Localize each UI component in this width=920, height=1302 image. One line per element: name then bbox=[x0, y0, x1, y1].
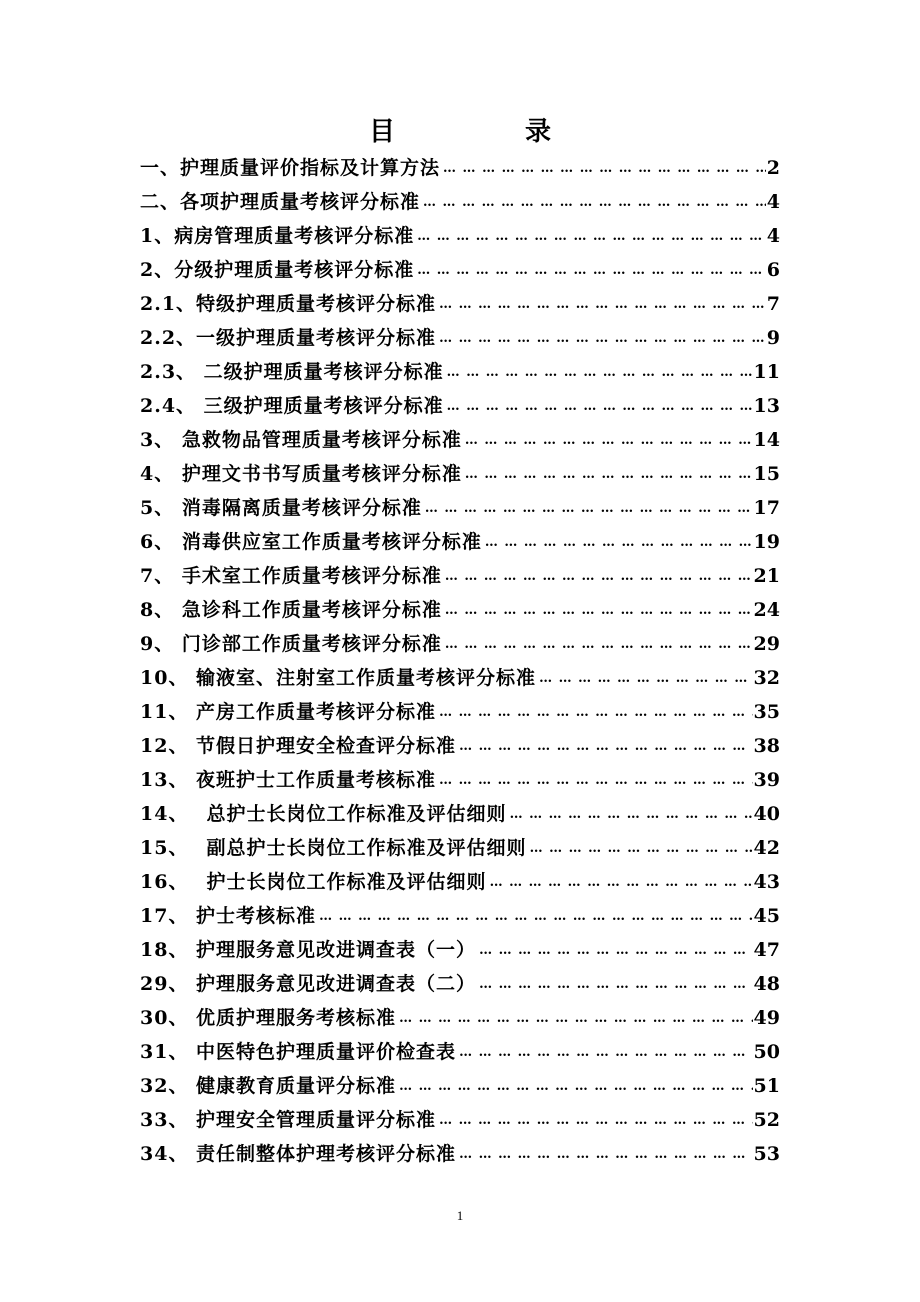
toc-entry-text: 33、 护理安全管理质量评分标准 bbox=[140, 1109, 437, 1131]
page-number: 1 bbox=[456, 1208, 464, 1223]
toc-dot-leader bbox=[445, 594, 753, 627]
toc-dot-leader bbox=[423, 186, 766, 219]
toc-entry-text: 2.1、特级护理质量考核评分标准 bbox=[140, 293, 437, 315]
toc-entry-text: 16、 护士长岗位工作标准及评估细则 bbox=[140, 871, 487, 893]
toc-entry-page-number: 52 bbox=[753, 1109, 780, 1131]
toc-entry-text: 29、 护理服务意见改进调查表（二） bbox=[140, 973, 477, 995]
toc-entry[interactable] bbox=[140, 525, 780, 559]
toc-dot-leader bbox=[539, 662, 752, 695]
toc-entry[interactable] bbox=[140, 797, 780, 831]
toc-entry[interactable] bbox=[140, 321, 780, 355]
toc-entry-text: 8、 急诊科工作质量考核评分标准 bbox=[140, 599, 442, 621]
toc-entry-page-number: 51 bbox=[753, 1075, 780, 1097]
toc-entry-page-number: 15 bbox=[753, 463, 780, 485]
toc-title: 目 录 bbox=[368, 117, 603, 147]
toc-dot-leader bbox=[445, 628, 753, 661]
toc-entry[interactable] bbox=[140, 1001, 780, 1035]
toc-entry-page-number: 35 bbox=[753, 701, 780, 723]
toc-entry-text: 3、 急救物品管理质量考核评分标准 bbox=[140, 429, 462, 451]
toc-entry-page-number: 14 bbox=[753, 429, 780, 451]
toc-dot-leader bbox=[439, 1104, 752, 1137]
toc-entry[interactable] bbox=[140, 287, 780, 321]
toc-entry[interactable] bbox=[140, 423, 780, 457]
toc-dot-leader bbox=[417, 254, 766, 287]
toc-entry-page-number: 32 bbox=[753, 667, 780, 689]
toc-entry[interactable] bbox=[140, 661, 780, 695]
toc-entry-page-number: 9 bbox=[766, 327, 780, 349]
toc-dot-leader bbox=[447, 390, 753, 423]
toc-entry-page-number: 24 bbox=[753, 599, 780, 621]
toc-entry[interactable] bbox=[140, 389, 780, 423]
toc-dot-leader bbox=[399, 1070, 752, 1103]
toc-entry[interactable] bbox=[140, 559, 780, 593]
toc-dot-leader bbox=[479, 934, 752, 967]
toc-entry-page-number: 39 bbox=[753, 769, 780, 791]
toc-entry-page-number: 11 bbox=[753, 361, 780, 383]
toc-dot-leader bbox=[479, 968, 752, 1001]
toc-entry-page-number: 13 bbox=[753, 395, 780, 417]
toc-dot-leader bbox=[319, 900, 752, 933]
toc-dot-leader bbox=[465, 458, 753, 491]
toc-entry-page-number: 6 bbox=[766, 259, 780, 281]
toc-dot-leader bbox=[490, 866, 753, 899]
toc-entry-text: 34、 责任制整体护理考核评分标准 bbox=[140, 1143, 457, 1165]
toc-entry-text: 14、 总护士长岗位工作标准及评估细则 bbox=[140, 803, 507, 825]
toc-entry[interactable] bbox=[140, 593, 780, 627]
toc-dot-leader bbox=[459, 730, 752, 763]
toc-entry[interactable] bbox=[140, 933, 780, 967]
toc-entry-text: 一、护理质量评价指标及计算方法 bbox=[140, 157, 441, 179]
toc-entry-text: 17、 护士考核标准 bbox=[140, 905, 317, 927]
toc-entry-text: 31、 中医特色护理质量评价检查表 bbox=[140, 1041, 457, 1063]
toc-entry-page-number: 50 bbox=[753, 1041, 780, 1063]
toc-entry-text: 5、 消毒隔离质量考核评分标准 bbox=[140, 497, 422, 519]
toc-entry-text: 30、 优质护理服务考核标准 bbox=[140, 1007, 397, 1029]
toc-entry[interactable] bbox=[140, 763, 780, 797]
toc-dot-leader bbox=[510, 798, 753, 831]
toc-entry[interactable] bbox=[140, 185, 780, 219]
toc-entry-text: 1、病房管理质量考核评分标准 bbox=[140, 225, 415, 247]
toc-entry-page-number: 7 bbox=[766, 293, 780, 315]
toc-entry-page-number: 45 bbox=[753, 905, 780, 927]
toc-entry[interactable] bbox=[140, 831, 780, 865]
toc-entry-page-number: 53 bbox=[753, 1143, 780, 1165]
toc-entry-text: 2、分级护理质量考核评分标准 bbox=[140, 259, 415, 281]
toc-dot-leader bbox=[417, 220, 766, 253]
toc-entry-page-number: 2 bbox=[766, 157, 780, 179]
toc-entry-text: 11、 产房工作质量考核评分标准 bbox=[140, 701, 437, 723]
toc-entry[interactable] bbox=[140, 355, 780, 389]
toc-entry-text: 32、 健康教育质量评分标准 bbox=[140, 1075, 397, 1097]
toc-entry[interactable] bbox=[140, 1069, 780, 1103]
toc-entry-page-number: 47 bbox=[753, 939, 780, 961]
toc-entry-text: 13、 夜班护士工作质量考核标准 bbox=[140, 769, 437, 791]
toc-entry[interactable] bbox=[140, 865, 780, 899]
toc-entry-text: 12、 节假日护理安全检查评分标准 bbox=[140, 735, 457, 757]
toc-dot-leader bbox=[447, 356, 753, 389]
toc-entry[interactable] bbox=[140, 151, 780, 185]
toc-dot-leader bbox=[439, 288, 766, 321]
toc-entry-page-number: 42 bbox=[753, 837, 780, 859]
toc-entry-page-number: 40 bbox=[753, 803, 780, 825]
toc-entry-page-number: 19 bbox=[753, 531, 780, 553]
toc-entry-text: 4、 护理文书书写质量考核评分标准 bbox=[140, 463, 462, 485]
toc-entry-text: 7、 手术室工作质量考核评分标准 bbox=[140, 565, 442, 587]
toc-entry-page-number: 48 bbox=[753, 973, 780, 995]
toc-dot-leader bbox=[439, 322, 766, 355]
toc-dot-leader bbox=[399, 1002, 752, 1035]
toc-dot-leader bbox=[425, 492, 753, 525]
toc-entry[interactable] bbox=[140, 967, 780, 1001]
table-of-contents bbox=[140, 151, 780, 1171]
toc-entry-page-number: 4 bbox=[766, 191, 780, 213]
toc-entry[interactable] bbox=[140, 491, 780, 525]
toc-entry-page-number: 38 bbox=[753, 735, 780, 757]
toc-entry[interactable] bbox=[140, 457, 780, 491]
toc-entry[interactable] bbox=[140, 219, 780, 253]
toc-dot-leader bbox=[459, 1036, 752, 1069]
toc-dot-leader bbox=[439, 696, 752, 729]
toc-entry-page-number: 29 bbox=[753, 633, 780, 655]
toc-entry-text: 2.4、 三级护理质量考核评分标准 bbox=[140, 395, 444, 417]
toc-entry[interactable] bbox=[140, 627, 780, 661]
toc-entry-page-number: 17 bbox=[753, 497, 780, 519]
toc-entry-text: 6、 消毒供应室工作质量考核评分标准 bbox=[140, 531, 482, 553]
toc-dot-leader bbox=[465, 424, 753, 457]
toc-entry[interactable] bbox=[140, 1035, 780, 1069]
toc-dot-leader bbox=[530, 832, 753, 865]
toc-entry[interactable] bbox=[140, 1137, 780, 1171]
toc-entry[interactable] bbox=[140, 695, 780, 729]
toc-entry[interactable] bbox=[140, 899, 780, 933]
toc-entry[interactable] bbox=[140, 253, 780, 287]
toc-entry-text: 18、 护理服务意见改进调查表（一） bbox=[140, 939, 477, 961]
toc-dot-leader bbox=[439, 764, 752, 797]
toc-entry[interactable] bbox=[140, 729, 780, 763]
toc-dot-leader bbox=[443, 152, 766, 185]
toc-entry-text: 15、 副总护士长岗位工作标准及评估细则 bbox=[140, 837, 527, 859]
toc-entry-page-number: 49 bbox=[753, 1007, 780, 1029]
toc-entry[interactable] bbox=[140, 1103, 780, 1137]
toc-entry-text: 10、 输液室、注射室工作质量考核评分标准 bbox=[140, 667, 537, 689]
toc-entry-text: 2.2、一级护理质量考核评分标准 bbox=[140, 327, 437, 349]
toc-entry-text: 9、 门诊部工作质量考核评分标准 bbox=[140, 633, 442, 655]
toc-entry-text: 二、各项护理质量考核评分标准 bbox=[140, 191, 421, 213]
toc-entry-text: 2.3、 二级护理质量考核评分标准 bbox=[140, 361, 444, 383]
toc-entry-page-number: 21 bbox=[753, 565, 780, 587]
toc-dot-leader bbox=[445, 560, 753, 593]
toc-dot-leader bbox=[485, 526, 753, 559]
toc-entry-page-number: 43 bbox=[753, 871, 780, 893]
toc-entry-page-number: 4 bbox=[766, 225, 780, 247]
toc-dot-leader bbox=[459, 1138, 752, 1171]
